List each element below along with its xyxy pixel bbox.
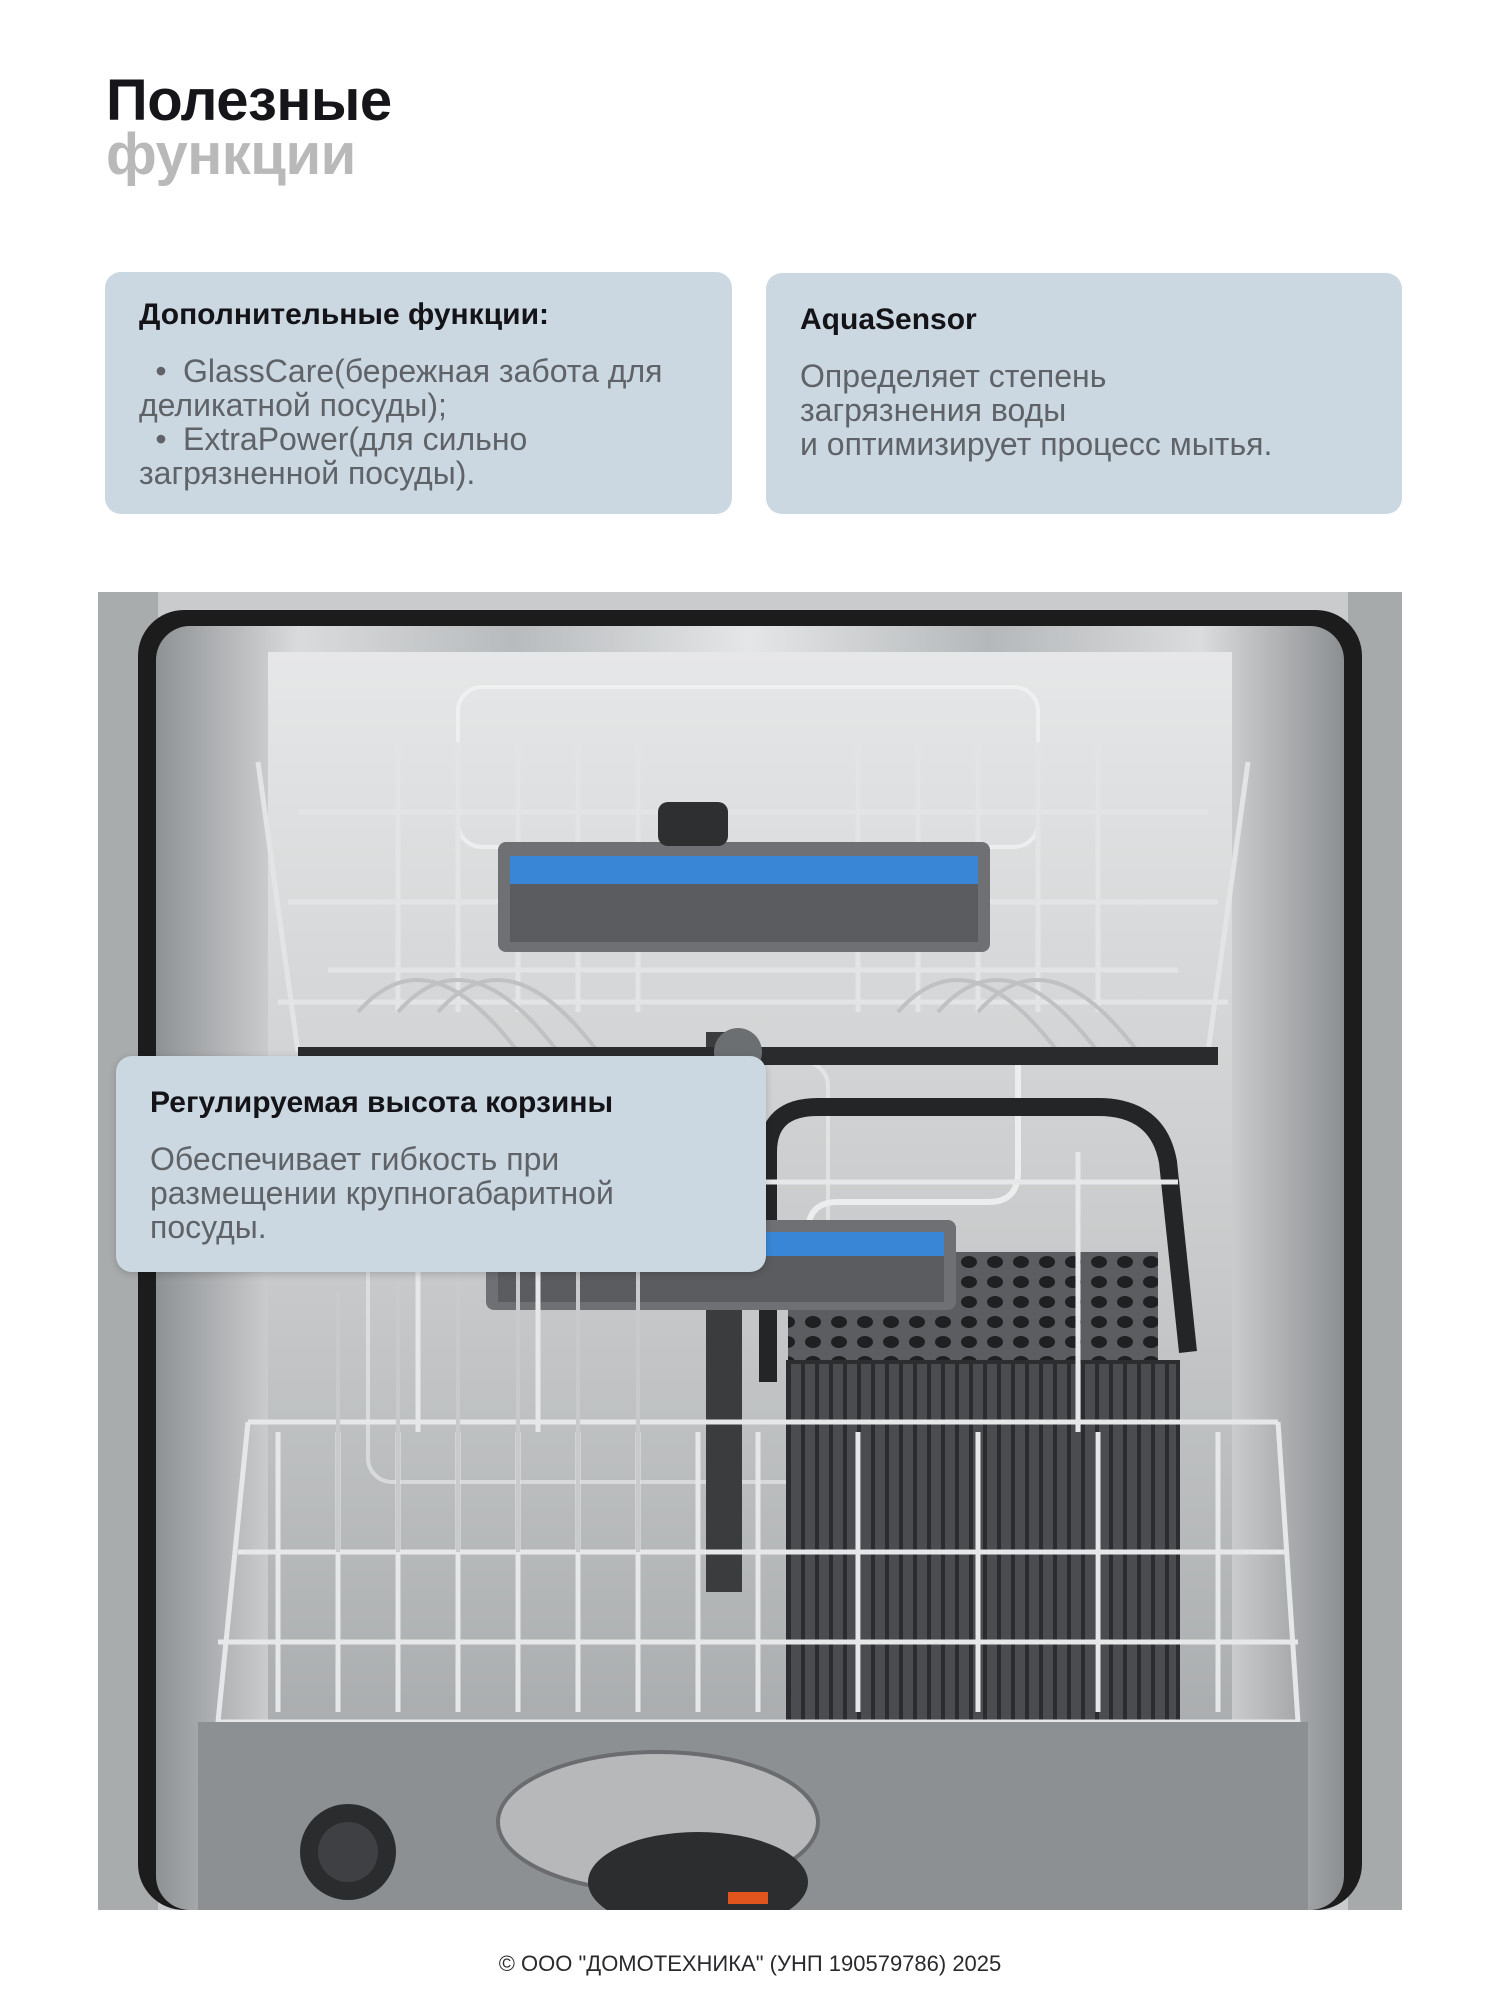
adjustable-basket-text-line: посуды. xyxy=(150,1209,267,1245)
extra-functions-list xyxy=(139,354,698,490)
list-item-text: ExtraPower(для сильно загрязненной посуды). xyxy=(139,421,528,491)
copyright-footer: © ООО "ДОМОТЕХНИКА" (УНП 190579786) 2025 xyxy=(498,1951,1002,1976)
adjustable-basket-text-line: Обеспечивает гибкость при xyxy=(150,1141,560,1177)
list-item xyxy=(139,422,698,490)
aquasensor-heading: AquaSensor xyxy=(800,303,977,336)
page-title-line1: Полезные xyxy=(106,68,392,133)
list-item-text: GlassCare(бережная забота для деликатной посуды); xyxy=(139,353,663,423)
aquasensor-text-line: и оптимизирует процесс мытья. xyxy=(800,426,1273,462)
bullet-icon: • xyxy=(155,421,167,457)
page-title xyxy=(106,68,392,187)
bullet-icon: • xyxy=(155,353,167,389)
aquasensor-text-line: Определяет степень xyxy=(800,358,1107,394)
adjustable-basket-text-line: размещении крупногабаритной xyxy=(150,1175,614,1211)
aquasensor-text-line: загрязнения воды xyxy=(800,392,1067,428)
page-title-line2: функции xyxy=(106,122,356,187)
extra-functions-heading: Дополнительные функции: xyxy=(139,298,550,331)
list-item xyxy=(139,354,698,422)
extra-functions-card xyxy=(105,272,732,514)
aquasensor-card xyxy=(766,273,1402,514)
adjustable-basket-heading: Регулируемая высота корзины xyxy=(150,1086,614,1119)
adjustable-basket-card xyxy=(116,1056,766,1272)
